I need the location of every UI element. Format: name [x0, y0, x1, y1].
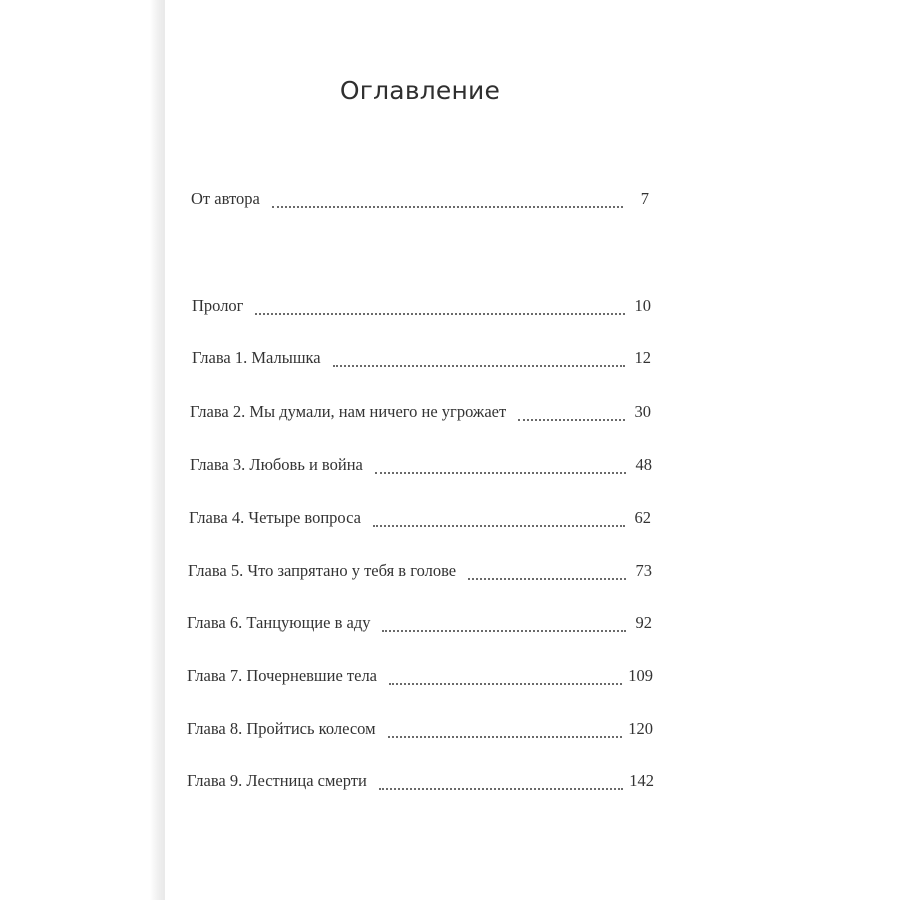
toc-entry-chapter-5: [188, 561, 652, 585]
dot-leader: [375, 471, 626, 474]
dot-leader: [389, 682, 622, 685]
toc-entry-chapter-7: [187, 666, 653, 690]
toc-entry-label: Глава 4. Четыре вопроса: [189, 508, 361, 527]
toc-entry-label: Глава 2. Мы думали, нам ничего не угрожает: [190, 402, 507, 421]
toc-entry-label: Пролог: [192, 296, 244, 315]
toc-entry-page: 142: [629, 771, 654, 790]
scan-page-edge: [0, 0, 165, 900]
dot-leader: [272, 205, 623, 208]
dot-leader: [333, 364, 625, 367]
toc-entry-label: Глава 6. Танцующие в аду: [187, 613, 371, 632]
toc-entry-author: [191, 189, 649, 213]
toc-entry-label: Глава 9. Лестница смерти: [187, 771, 367, 790]
dot-leader: [382, 629, 626, 632]
toc-entry-page: 120: [628, 719, 653, 738]
toc-entry-page: 10: [634, 296, 651, 315]
toc-entry-page: 73: [635, 561, 652, 580]
toc-entry-chapter-8: [187, 719, 653, 743]
dot-leader: [518, 418, 625, 421]
toc-entry-chapter-6: [187, 613, 652, 637]
toc-entry-label: Глава 1. Малышка: [192, 348, 321, 367]
toc-entry-chapter-2: [190, 402, 651, 426]
toc-entry-label: От автора: [191, 189, 260, 208]
toc-entry-page: 92: [635, 613, 652, 632]
toc-entry-chapter-9: [187, 771, 654, 795]
page-title: Оглавление: [339, 76, 501, 105]
toc-entry-label: Глава 8. Пройтись колесом: [187, 719, 376, 738]
toc-entry-page: 7: [640, 189, 649, 208]
toc-entry-page: 62: [634, 508, 651, 527]
toc-entry-prologue: [192, 296, 651, 320]
toc-entry-label: Глава 7. Почерневшие тела: [187, 666, 378, 685]
dot-leader: [468, 577, 626, 580]
toc-entry-label: Глава 3. Любовь и война: [190, 455, 363, 474]
toc-entry-chapter-1: [192, 348, 651, 372]
dot-leader: [255, 312, 625, 315]
toc-entry-page: 30: [634, 402, 651, 421]
toc-entry-chapter-4: [189, 508, 651, 532]
toc-entry-page: 109: [628, 666, 653, 685]
dot-leader: [379, 787, 623, 790]
toc-entry-label: Глава 5. Что запрятано у тебя в голове: [188, 561, 457, 580]
dot-leader: [388, 735, 623, 738]
toc-entry-chapter-3: [190, 455, 652, 479]
toc-entry-page: 48: [635, 455, 652, 474]
toc-page: [165, 0, 900, 900]
toc-entry-page: 12: [634, 348, 651, 367]
dot-leader: [373, 524, 625, 527]
